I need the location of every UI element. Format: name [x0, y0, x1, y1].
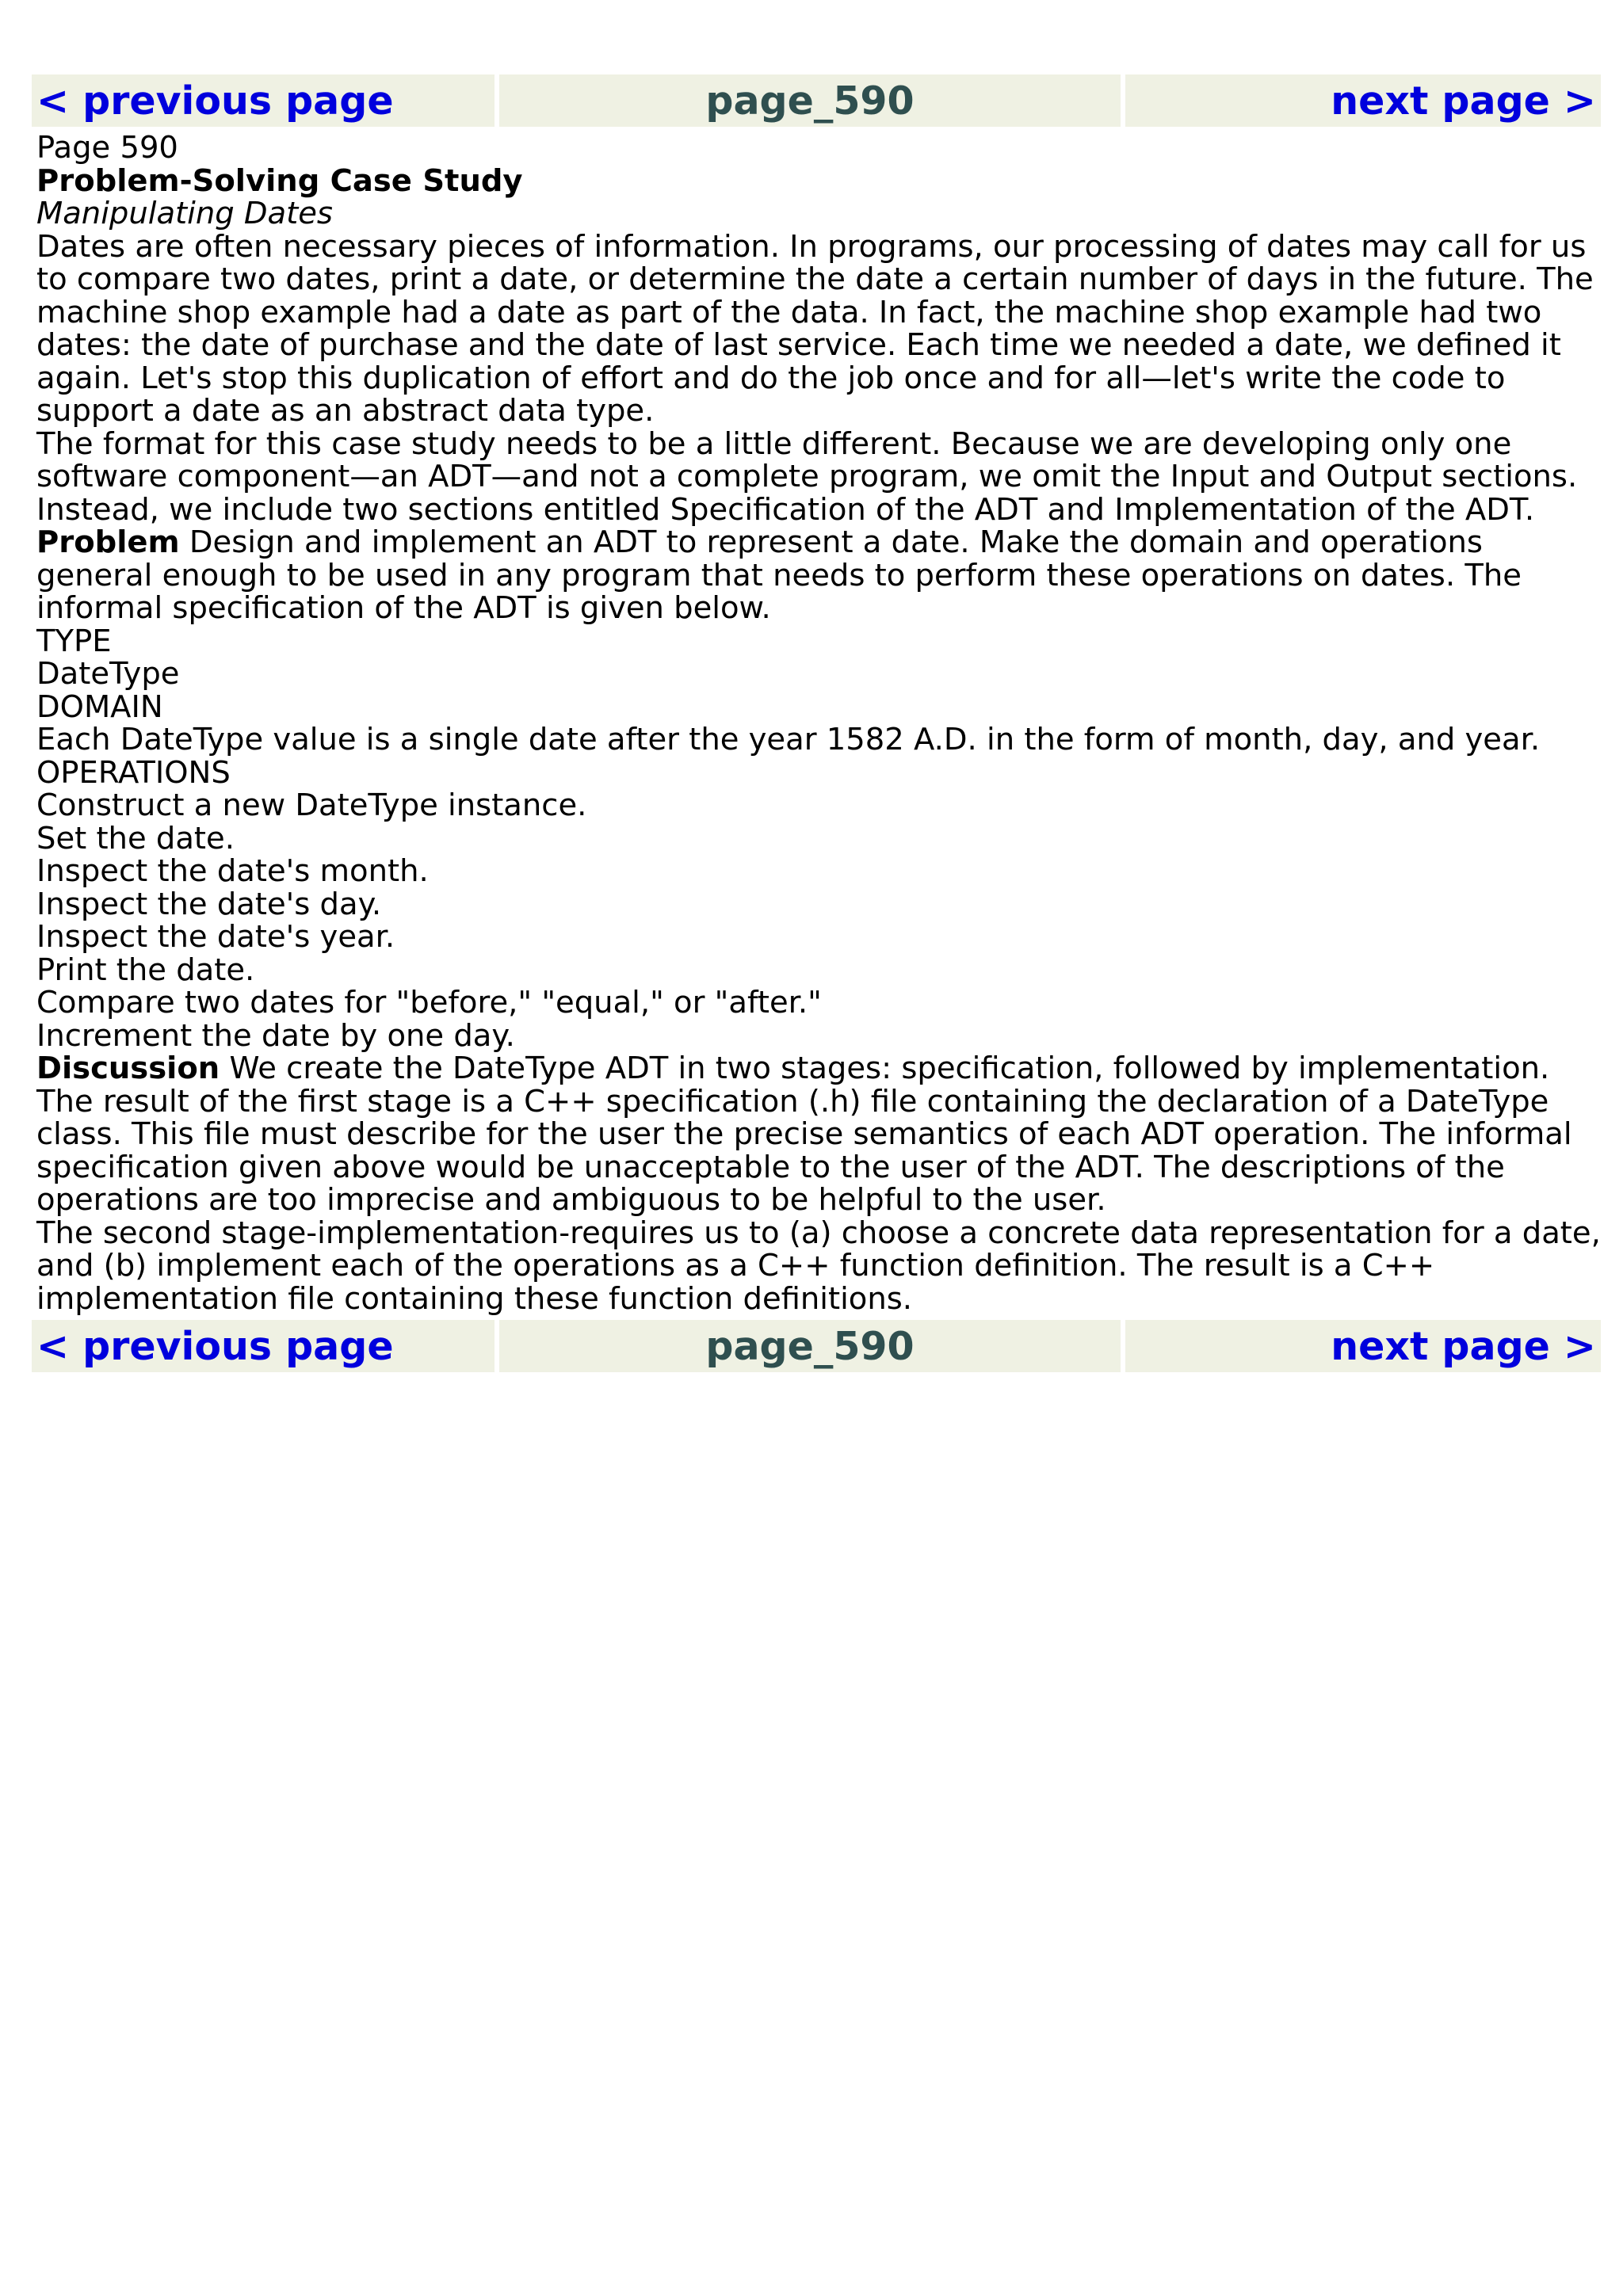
intro-paragraph: Dates are often necessary pieces of information. In programs, our processing of dates may call for us to compare two dates, print a date, or determine the date a certain number of days in the future. The machine shop example had a date as part of the data. In fact, the machine shop example had two dates: the date of purchase and the date of last service. Each time we needed a date, we defined it again. Let's stop this duplication of effort and do the job once and for all—let's write the code to support a date as an abstract data type. — [36, 228, 1594, 429]
problem-label: Problem — [36, 524, 180, 560]
operation-item: Inspect the date's day. — [36, 886, 382, 922]
bottom-previous-page-link[interactable]: < previous page — [36, 1323, 394, 1369]
top-navigation-bar — [32, 74, 1601, 127]
top-previous-page-link[interactable]: < previous page — [36, 78, 394, 124]
case-study-subheading: Manipulating Dates — [36, 196, 333, 231]
problem-text: Design and implement an ADT to represent a date. Make the domain and operations general enough to be used in any program that needs to perform these operations on dates. The informal specification of the ADT is given below. — [36, 524, 1522, 626]
problem-paragraph — [36, 526, 1601, 625]
page-number: Page 590 — [36, 130, 178, 166]
bottom-prev-cell — [32, 1320, 495, 1372]
domain-value: Each DateType value is a single date after the year 1582 A.D. in the form of month, day, and year. — [36, 722, 1541, 757]
bottom-navigation-bar — [32, 1320, 1601, 1372]
type-label: TYPE — [36, 623, 112, 659]
bottom-next-page-link[interactable]: next page > — [1331, 1323, 1596, 1369]
type-value: DateType — [36, 656, 180, 692]
page-content — [36, 132, 1601, 1315]
operation-item: Compare two dates for "before," "equal," or "after." — [36, 985, 822, 1020]
document-page — [32, 74, 1601, 1372]
operations-label: OPERATIONS — [36, 754, 231, 791]
top-next-page-link[interactable]: next page > — [1331, 78, 1596, 124]
operation-item: Print the date. — [36, 952, 255, 988]
top-next-cell — [1125, 74, 1601, 127]
operation-item: Inspect the date's year. — [36, 919, 395, 955]
bottom-page-label: page_590 — [499, 1320, 1121, 1372]
case-study-heading: Problem-Solving Case Study — [36, 162, 523, 199]
operation-item: Inspect the date's month. — [36, 853, 429, 889]
operation-item: Set the date. — [36, 820, 235, 856]
discussion-label: Discussion — [36, 1051, 220, 1086]
operation-item: Increment the date by one day. — [36, 1017, 515, 1054]
format-paragraph: The format for this case study needs to be a little different. Because we are developing only one software component—an ADT—and not a complete program, we omit the Input and Output sections. Instead, we include two sections entitled Specification of the ADT and Implementation of the ADT. — [36, 425, 1578, 528]
top-page-label: page_590 — [499, 74, 1121, 127]
discussion-paragraph — [36, 1052, 1601, 1217]
domain-label: DOMAIN — [36, 688, 163, 725]
top-prev-cell — [32, 74, 495, 127]
bottom-next-cell — [1125, 1320, 1601, 1372]
implementation-paragraph: The second stage-implementation-requires us to (a) choose a concrete data representation for a date, and (b) implement each of the operations as a C++ function definition. The result is a C++ implementation file containing these function definitions. — [36, 1215, 1601, 1317]
discussion-text: We create the DateType ADT in two stages: specification, followed by implementation. The result of the first stage is a C++ specification (.h) file containing the declaration of a DateType class. This file must describe for the user the precise semantics of each ADT operation. The informal specification given above would be unacceptable to the user of the ADT. The descriptions of the operations are too imprecise and ambiguous to be helpful to the user. — [36, 1051, 1572, 1218]
operation-item: Construct a new DateType instance. — [36, 788, 587, 823]
